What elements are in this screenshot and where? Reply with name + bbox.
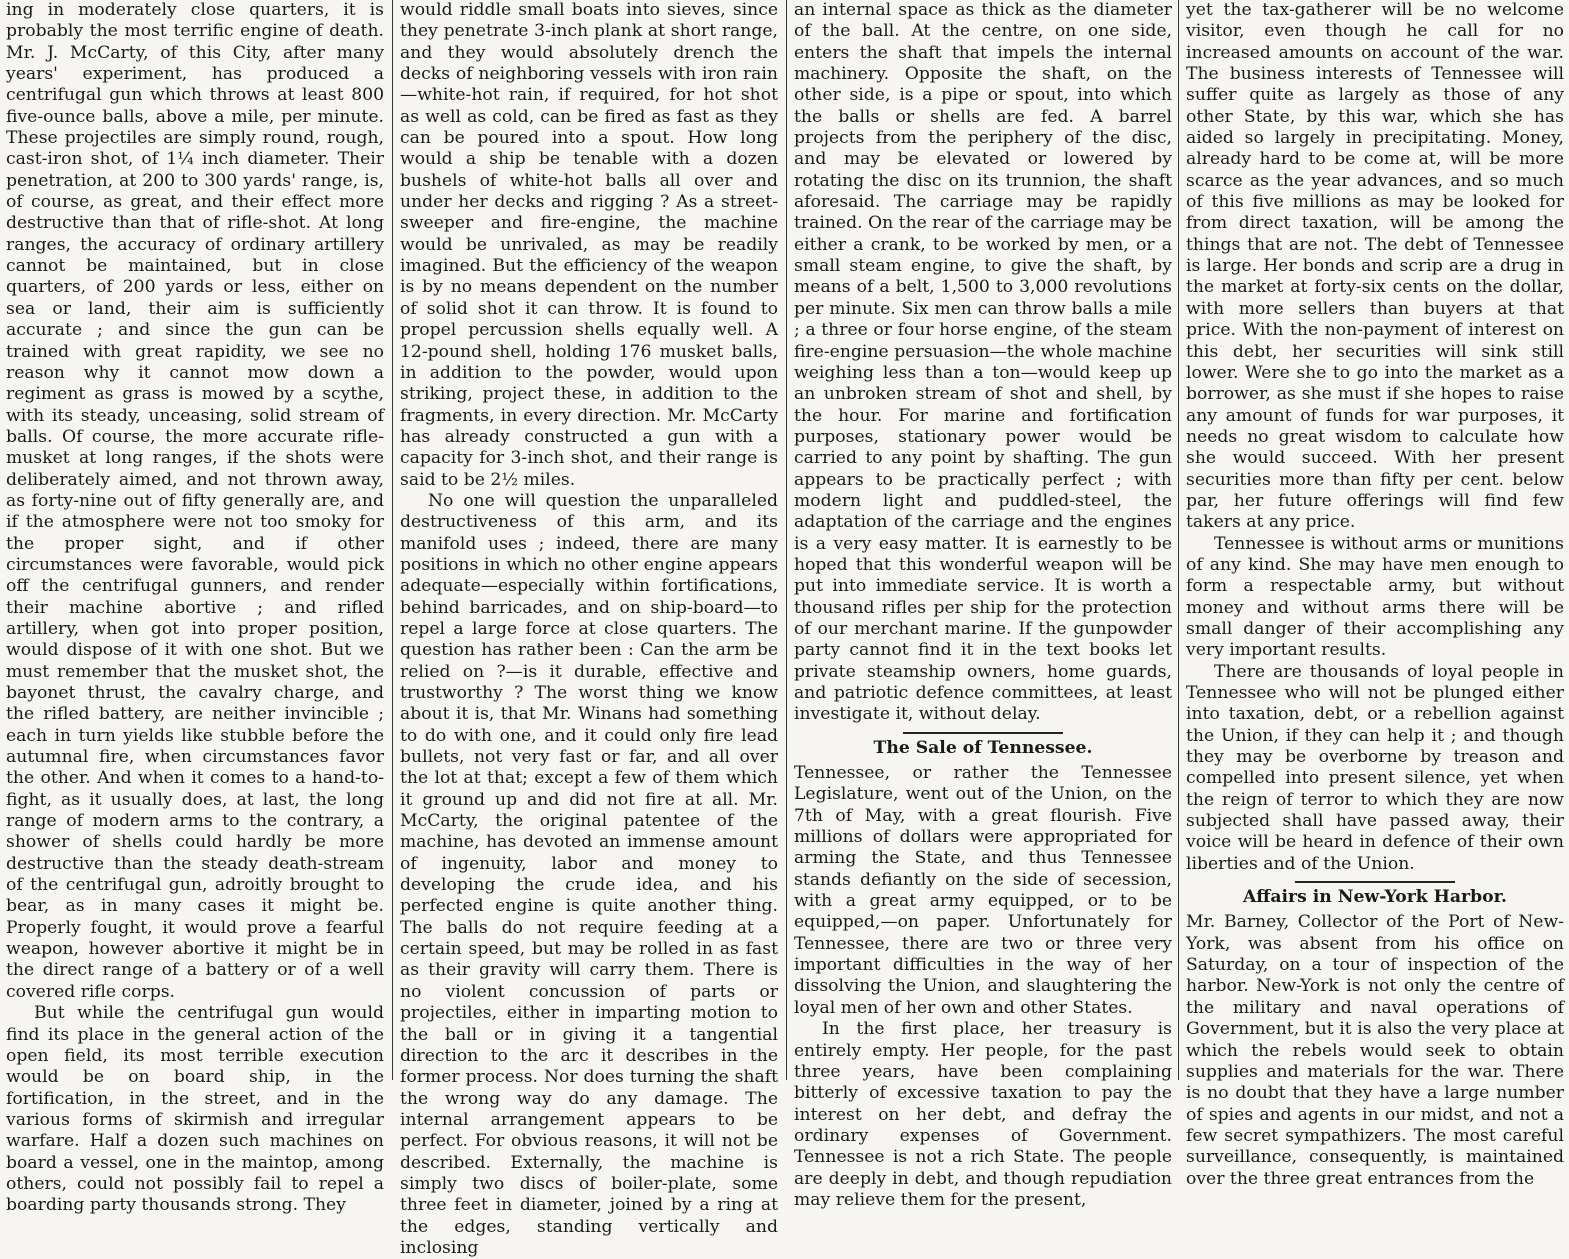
paragraph: In the first place, her treasury is entirely empty. Her people, for the past three years, have been complaining bitterly of excessive taxation to pay the interest on her debt, and defray the ordinary expenses of Government. Tennessee is not a rich State. The people are deeply in debt, and though repudiation may relieve them for the present, — [794, 1019, 1172, 1210]
paragraph: ing in moderately close quarters, it is probably the most terrific engine of death. Mr. J. McCarty, of this City, after many years' experiment, has produced a centrifugal gun which throws at least 800 five-ounce balls, above a mile, per minute. These projectiles are simply round, rough, cast-iron shot, of 1¼ inch diameter. Their penetration, at 200 to 300 yards' range, is, of course, as great, and their effect more destructive than that of rifle-shot. At long ranges, the accuracy of ordinary artillery cannot be maintained, but in close quarters, of 200 yards or less, either on sea or land, their aim is sufficiently accurate ; and since the gun can be trained with great rapidity, we see no reason why it cannot mow down a regiment as grass is mowed by a scythe, with its steady, unceasing, solid stream of balls. Of course, the more accurate rifle-musket at long ranges, if the shots were deliberately aimed, and not thrown away, as forty-nine out of fifty generally are, and if the atmosphere were not too smoky for the proper sight, and if other circumstances were favorable, would pick off the centrifugal gunners, and render their machine abortive ; and rifled artillery, when got into proper position, would dispose of it with one shot. But we must remember that the musket shot, the bayonet thrust, the cavalry charge, and the rifled battery, are neither invincible ; each in turn yields like stubble before the autumnal fire, when circumstances favor the other. And when it comes to a hand-to-fight, as it usually does, at last, the long range of modern arms to the contrary, a shower of shells could hardly be more destructive than the steady death-stream of the centrifugal gun, adroitly brought to bear, as in many cases it might be. Properly fought, it would prove a fearful weapon, however abortive it might be in the direct range of a battery or of a well covered rifle corps. — [6, 0, 384, 1002]
paragraph: would riddle small boats into sieves, since they penetrate 3-inch plank at short range, and they would absolutely drench the decks of neighboring vessels with iron rain—white-hot rain, if required, for hot shot as well as cold, can be fired as fast as they can be poured into a spout. How long would a ship be tenable with a dozen bushels of white-hot balls all over and under her decks and rigging ? As a street-sweeper and fire-engine, the machine would be unrivaled, as may be readily imagined. But the efficiency of the weapon is by no means dependent on the number of solid shot it can throw. It is found to propel percussion shells equally well. A 12-pound shell, holding 176 musket balls, in addition to the powder, would upon striking, project these, in addition to the fragments, in every direction. Mr. McCarty has already constructed a gun with a capacity for 3-inch shot, and their range is said to be 2½ miles. — [400, 0, 778, 490]
column-1 — [6, 0, 384, 1216]
column-rule — [392, 0, 393, 1080]
paragraph: There are thousands of loyal people in Tennessee who will not be plunged either into taxation, debt, or a rebellion against the Union, if they can help it ; and though they may be overborne by treason and compelled into present silence, yet when the reign of terror to which they are now subjected shall have passed away, their voice will be heard in defence of their own liberties and of the Union. — [1186, 661, 1564, 874]
paragraph: yet the tax-gatherer will be no welcome visitor, even though he call for no increased amounts on account of the war. The business interests of Tennessee will suffer quite as largely as those of any other State, by this war, which she has aided so largely in precipitating. Money, already hard to be come at, will be more scarce as the year advances, and so much of this five millions as may be looked for from direct taxation, will be among the things that are not. The debt of Tennessee is large. Her bonds and scrip are a drug in the market at forty-six cents on the dollar, with more sellers than buyers at that price. With the non-payment of interest on this debt, her securities will sink still lower. Were she to go into the market as a borrower, as she must if she hopes to raise any amount of funds for war purposes, it needs no great wisdom to calculate how she would succeed. With her present securities more than fifty per cent. below par, her future offerings will find few takers at any price. — [1186, 0, 1564, 533]
column-rule — [1178, 0, 1179, 1080]
column-4 — [1186, 0, 1564, 1189]
article-heading: The Sale of Tennessee. — [873, 737, 1093, 758]
column-3 — [794, 0, 1172, 1210]
column-2 — [400, 0, 778, 1258]
paragraph: Tennessee, or rather the Tennessee Legislature, went out of the Union, on the 7th of May, with a great flourish. Five millions of dollars were appropriated for arming the State, and thus Tennessee stands defiantly on the side of secession, with a great army equipped, or to be equipped,—on paper. Unfortunately for Tennessee, there are two or three very important difficulties in the way of her dissolving the Union, and slaughtering the loyal men of her own and other States. — [794, 763, 1172, 1018]
section-divider — [1295, 881, 1455, 883]
paragraph: But while the centrifugal gun would find its place in the general action of the open field, its most terrible execution would be on board ship, in the fortification, in the street, and in the various forms of skirmish and irregular warfare. Half a dozen such machines on board a vessel, one in the maintop, among others, could not possibly fail to repel a boarding party thousands strong. They — [6, 1003, 384, 1216]
paragraph: Mr. Barney, Collector of the Port of New-York, was absent from his office on Saturday, on a tour of inspection of the harbor. New-York is not only the centre of the military and naval operations of Government, but it is also the very place at which the rebels would seek to obtain supplies and materials for the war. There is no doubt that they have a large number of spies and agents in our midst, and not a few secret sympathizers. The most careful surveillance, consequently, is maintained over the three great entrances from the — [1186, 912, 1564, 1189]
article-heading: Affairs in New-York Harbor. — [1242, 887, 1508, 908]
paragraph: an internal space as thick as the diameter of the ball. At the centre, on one side, enters the shaft that impels the internal machinery. Opposite the shaft, on the other side, is a pipe or spout, into which the balls or shells are fed. A barrel projects from the periphery of the disc, and may be elevated or lowered by rotating the disc on its trunnion, the shaft aforesaid. The carriage may be rapidly trained. On the rear of the carriage may be either a crank, to be worked by men, or a small steam engine, to give the shaft, by means of a belt, 1,500 to 3,000 revolutions per minute. Six men can throw balls a mile ; a three or four horse engine, of the steam fire-engine persuasion—the whole machine weighing less than a ton—would keep up an unbroken stream of shot and shell, by the hour. For marine and fortification purposes, stationary power would be carried to any point by shafting. The gun appears to be practically perfect ; with modern light and puddled-steel, the adaptation of the carriage and the engines is a very easy matter. It is earnestly to be hoped that this wonderful weapon will be put into immediate service. It is worth a thousand rifles per ship for the protection of our merchant marine. If the gunpowder party cannot find it in the text books let private steamship owners, home guards, and patriotic defence committees, at least investigate it, without delay. — [794, 0, 1172, 725]
section-divider — [903, 732, 1063, 734]
column-rule — [786, 0, 787, 1080]
paragraph: Tennessee is without arms or munitions of any kind. She may have men enough to form a respectable army, but without money and without arms there will be small danger of their accomplishing any very important results. — [1186, 533, 1564, 661]
paragraph: No one will question the unparalleled destructiveness of this arm, and its manifold uses ; indeed, there are many positions in which no other engine appears adequate—especially within fortifications, behind barricades, and on ship-board—to repel a large force at close quarters. The question has rather been : Can the arm be relied on ?—is it durable, effective and trustworthy ? The worst thing we know about it is, that Mr. Winans had something to do with one, and it could only fire lead bullets, not very fast or far, and all over the lot at that; except a few of them which it ground up and did not fire at all. Mr. McCarty, the original patentee of the machine, has devoted an immense amount of ingenuity, labor and money to developing the crude idea, and his perfected engine is quite another thing. The balls do not require feeding at a certain speed, but may be rolled in as fast as their gravity will carry them. There is no violent concussion of parts or projectiles, either in imparting motion to the ball or in giving it a tangential direction to the arc it describes in the former process. Nor does turning the shaft the wrong way do any damage. The internal arrangement appears to be perfect. For obvious reasons, it will not be described. Externally, the machine is simply two discs of boiler-plate, some three feet in diameter, joined by a ring at the edges, standing vertically and inclosing — [400, 490, 778, 1258]
